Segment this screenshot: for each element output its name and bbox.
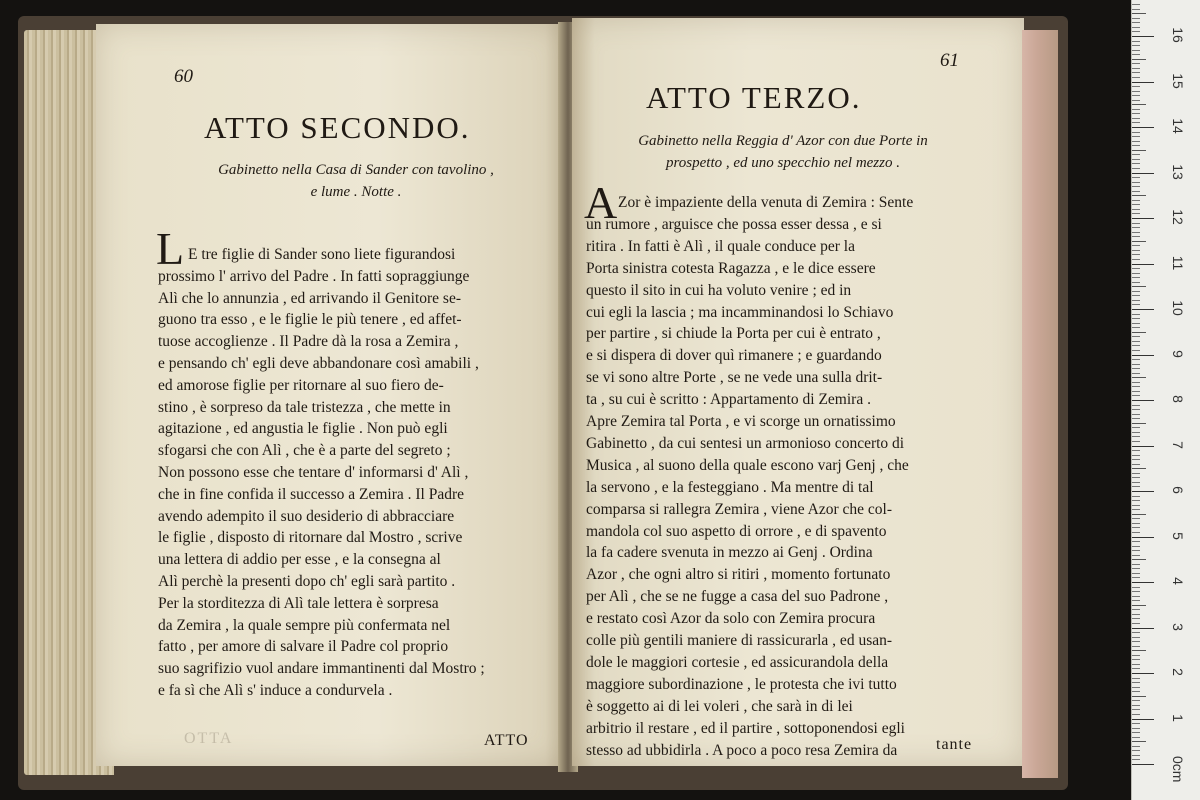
text-line: ed amorose figlie per ritornare al suo fiero de- xyxy=(158,376,444,394)
ruler-tick xyxy=(1132,714,1140,715)
ruler-tick xyxy=(1132,568,1140,569)
text-line: prossimo l' arrivo del Padre . In fatti sopraggiunge xyxy=(158,267,470,285)
text-line: questo il sito in cui ha voluto venire ; ed in xyxy=(586,281,852,299)
ruler-tick xyxy=(1132,145,1140,146)
text-line: agitazione , ed angustia le figlie . Non può egli xyxy=(158,420,448,438)
ruler-tick xyxy=(1132,63,1140,64)
ruler-tick xyxy=(1132,705,1140,706)
text-line: Alì perchè la presenti dopo ch' egli sarà partito . xyxy=(158,573,456,590)
ruler-tick xyxy=(1132,577,1140,578)
ruler-tick xyxy=(1132,141,1140,142)
ruler-tick xyxy=(1132,373,1140,374)
ruler-tick xyxy=(1132,323,1140,324)
ruler-tick xyxy=(1132,250,1140,251)
ruler-tick xyxy=(1132,13,1146,14)
ruler-tick xyxy=(1132,600,1140,601)
ruler-tick xyxy=(1132,759,1140,760)
ruler-tick xyxy=(1132,259,1140,260)
text-line: se vi sono altre Porte , se ne vede una sulla drit- xyxy=(586,369,883,387)
ruler-tick xyxy=(1132,628,1154,629)
ruler-tick xyxy=(1132,441,1140,442)
ruler-tick xyxy=(1132,700,1140,701)
ruler-tick xyxy=(1132,91,1140,92)
ruler-tick xyxy=(1132,314,1140,315)
ruler-tick xyxy=(1132,591,1140,592)
ruler-tick xyxy=(1132,537,1154,538)
text-line: un rumore , arguisce che possa esser dessa , e si xyxy=(586,215,882,233)
text-line: Musica , al suono della quale escono varj Genj , che xyxy=(586,456,909,474)
ruler-tick xyxy=(1132,477,1140,478)
ruler-tick xyxy=(1132,555,1140,556)
ruler-tick xyxy=(1132,732,1140,733)
ruler-tick xyxy=(1132,400,1154,401)
ruler-tick xyxy=(1132,500,1140,501)
ruler-tick xyxy=(1132,641,1140,642)
ruler-tick xyxy=(1132,646,1140,647)
text-line: ritira . In fatti è Alì , il quale conduce per la xyxy=(586,237,855,255)
text-line: da Zemira , la quale sempre più confermata nel xyxy=(158,616,451,634)
ruler-number: 13 xyxy=(1170,163,1186,180)
text-line: comparsa si rallegra Zemira , viene Azor che col- xyxy=(586,500,892,518)
ruler-tick xyxy=(1132,505,1140,506)
ruler-tick xyxy=(1132,355,1154,356)
ruler-tick xyxy=(1132,364,1140,365)
text-line: le figlie , disposto di ritornare dal Mostro , scrive xyxy=(158,529,463,547)
ruler-tick xyxy=(1132,473,1140,474)
text-line: e restato così Azor da solo con Zemira procura xyxy=(586,610,876,628)
ruler-tick xyxy=(1132,273,1140,274)
text-line: avendo adempito il suo desiderio di abbracciare xyxy=(158,507,455,525)
ruler-tick xyxy=(1132,509,1140,510)
left-catchword: ATTO xyxy=(484,732,529,749)
ruler-number: 5 xyxy=(1170,531,1186,540)
ruler-tick xyxy=(1132,186,1140,187)
ruler-tick xyxy=(1132,173,1154,174)
ruler-tick xyxy=(1132,386,1140,387)
ruler-tick xyxy=(1132,200,1140,201)
text-line: e pensando ch' egli deve abbandonare così amabili , xyxy=(158,355,479,372)
ruler-tick xyxy=(1132,659,1140,660)
ruler-tick xyxy=(1132,36,1154,37)
text-line: cui egli la lascia ; ma incamminandosi lo Schiavo xyxy=(586,303,894,321)
ruler-tick xyxy=(1132,632,1140,633)
ruler-tick xyxy=(1132,191,1140,192)
ruler-tick xyxy=(1132,427,1140,428)
ruler-tick xyxy=(1132,405,1140,406)
text-line: Porta sinistra cotesta Ragazza , e le dice essere xyxy=(586,259,876,277)
ruler-tick xyxy=(1132,414,1140,415)
ruler-tick xyxy=(1132,122,1140,123)
ruler-tick xyxy=(1132,587,1140,588)
ruler-tick xyxy=(1132,486,1140,487)
ruler-tick xyxy=(1132,491,1154,492)
ruler-tick xyxy=(1132,409,1140,410)
ruler-tick xyxy=(1132,95,1140,96)
text-line: colle più gentili maniere di rassicurarla , ed usan- xyxy=(586,632,893,649)
ruler-tick xyxy=(1132,682,1140,683)
ruler-tick xyxy=(1132,100,1140,101)
ruler-tick xyxy=(1132,737,1140,738)
ruler-tick xyxy=(1132,50,1140,51)
ruler-tick xyxy=(1132,723,1140,724)
ruler-tick xyxy=(1132,45,1140,46)
ruler-tick xyxy=(1132,282,1140,283)
right-scene-heading xyxy=(578,130,988,174)
ruler-tick xyxy=(1132,309,1154,310)
ruler-tick xyxy=(1132,546,1140,547)
ruler-tick xyxy=(1132,750,1140,751)
text-line: Zor è impaziente della venuta di Zemira : Sente xyxy=(618,194,914,211)
ruler-tick xyxy=(1132,304,1140,305)
ruler-tick xyxy=(1132,395,1140,396)
ruler-tick xyxy=(1132,582,1154,583)
ruler-tick xyxy=(1132,195,1146,196)
ruler-tick xyxy=(1132,236,1140,237)
text-line: Gabinetto , da cui sentesi un armonioso concerto di xyxy=(586,434,905,452)
ruler-tick xyxy=(1132,168,1140,169)
ruler-number: 4 xyxy=(1170,577,1186,585)
ruler-tick xyxy=(1132,741,1146,742)
ruler-number: 2 xyxy=(1170,668,1186,676)
text-line: fatto , per amore di salvare il Padre col proprio xyxy=(158,638,449,656)
ruler-tick xyxy=(1132,596,1140,597)
text-line: la servono , e la festeggiano . Ma mentre di tal xyxy=(586,478,874,496)
ruler-tick xyxy=(1132,82,1154,83)
ruler-tick xyxy=(1132,341,1140,342)
ruler-tick xyxy=(1132,223,1140,224)
ruler-tick xyxy=(1132,450,1140,451)
ruler-tick xyxy=(1132,163,1140,164)
ruler-tick xyxy=(1132,532,1140,533)
right-page xyxy=(572,18,1024,766)
text-line: mandola col suo aspetto di orrore , e di spavento xyxy=(586,522,887,540)
text-line: ta , su cui è scritto : Appartamento di Zemira . xyxy=(586,391,871,409)
ruler-tick xyxy=(1132,177,1140,178)
ruler-tick xyxy=(1132,527,1140,528)
ruler-number: 7 xyxy=(1170,440,1186,449)
ruler-tick xyxy=(1132,696,1146,697)
right-drop-cap: A xyxy=(584,177,618,228)
text-line: Azor , che ogni altro si ritiri , momento fortunato xyxy=(586,566,891,584)
text-line: tuose accoglienze . Il Padre dà la rosa a Zemira , xyxy=(158,333,459,351)
ruler-tick xyxy=(1132,746,1140,747)
ruler-tick xyxy=(1132,464,1140,465)
right-act-title: ATTO TERZO. xyxy=(646,80,862,115)
ruler-tick xyxy=(1132,182,1140,183)
ruler-tick xyxy=(1132,564,1140,565)
ruler-tick xyxy=(1132,418,1140,419)
ruler-tick xyxy=(1132,154,1140,155)
left-scene-heading xyxy=(156,159,556,203)
ruler-tick xyxy=(1132,18,1140,19)
text-line: dole le maggiori cortesie , ed assicurandola della xyxy=(586,653,889,671)
ruler-tick xyxy=(1132,673,1154,674)
ruler-tick xyxy=(1132,655,1140,656)
left-drop-cap: L xyxy=(156,223,185,274)
text-line: è soggetto ai di lei voleri , che sarà in di lei xyxy=(586,697,853,715)
ruler-tick xyxy=(1132,268,1140,269)
ruler-number: 1 xyxy=(1170,713,1186,722)
left-page-number: 60 xyxy=(174,66,193,87)
ruler-tick xyxy=(1132,764,1154,765)
right-scene-line: Gabinetto nella Reggia d' Azor con due Porte in xyxy=(638,133,928,149)
ruler-number: 10 xyxy=(1170,300,1186,316)
left-scene-line: Gabinetto nella Casa di Sander con tavolino , xyxy=(218,162,494,178)
ruler-tick xyxy=(1132,254,1140,255)
ruler-tick xyxy=(1132,109,1140,110)
ruler-tick xyxy=(1132,523,1140,524)
text-line: Non possono esse che tentare d' informarsi d' Alì , xyxy=(158,464,469,481)
ruler-tick xyxy=(1132,391,1140,392)
text-line: una lettera di addio per esse , e la consegna al xyxy=(158,551,441,569)
ruler-number: 9 xyxy=(1170,349,1186,358)
ruler-tick xyxy=(1132,709,1140,710)
ruler-tick xyxy=(1132,136,1140,137)
measuring-ruler xyxy=(1131,0,1200,800)
ruler-tick xyxy=(1132,327,1140,328)
ruler-tick xyxy=(1132,104,1146,105)
ruler-tick xyxy=(1132,755,1140,756)
ruler-tick xyxy=(1132,436,1140,437)
ruler-tick xyxy=(1132,687,1140,688)
left-scene-line: e lume . Notte . xyxy=(310,184,402,200)
ruler-tick xyxy=(1132,291,1140,292)
ruler-tick xyxy=(1132,204,1140,205)
ruler-tick xyxy=(1132,232,1140,233)
text-line: che in fine confida il successo a Zemira . Il Padre xyxy=(158,485,465,503)
text-line: la fa cadere svenuta in mezzo ai Genj . Ordina xyxy=(586,544,873,562)
ruler-tick xyxy=(1132,432,1140,433)
ruler-tick xyxy=(1132,318,1140,319)
ruler-number: 6 xyxy=(1170,486,1186,494)
ruler-number: 8 xyxy=(1170,395,1186,403)
ruler-tick xyxy=(1132,31,1140,32)
ruler-tick xyxy=(1132,54,1140,55)
ruler-tick xyxy=(1132,573,1140,574)
ruler-tick xyxy=(1132,4,1140,5)
ruler-tick xyxy=(1132,541,1140,542)
ruler-tick xyxy=(1132,514,1146,515)
ruler-tick xyxy=(1132,518,1140,519)
ruler-tick xyxy=(1132,650,1146,651)
left-page xyxy=(96,24,564,766)
page-fore-edge xyxy=(1022,30,1058,778)
ruler-tick xyxy=(1132,605,1146,606)
ruler-unit-label: 0cm xyxy=(1170,756,1186,783)
text-line: per Alì , che se ne fugge a casa del suo Padrone , xyxy=(586,588,889,606)
ruler-number: 12 xyxy=(1170,209,1186,225)
ruler-tick xyxy=(1132,59,1146,60)
ruler-tick xyxy=(1132,300,1140,301)
ruler-tick xyxy=(1132,609,1140,610)
ruler-tick xyxy=(1132,345,1140,346)
ruler-tick xyxy=(1132,728,1140,729)
ruler-number: 16 xyxy=(1170,27,1186,43)
ruler-tick xyxy=(1132,678,1140,679)
right-scene-line: prospetto , ed uno specchio nel mezzo . xyxy=(666,155,900,171)
ruler-tick xyxy=(1132,218,1154,219)
text-line: suo sagrifizio vuol andare immantinenti dal Mostro ; xyxy=(158,660,485,678)
ruler-tick xyxy=(1132,118,1140,119)
ruler-tick xyxy=(1132,482,1140,483)
ruler-tick xyxy=(1132,350,1140,351)
ruler-tick xyxy=(1132,382,1140,383)
ruler-tick xyxy=(1132,623,1140,624)
ruler-tick xyxy=(1132,559,1146,560)
right-page-number: 61 xyxy=(940,50,959,71)
text-line: Per la storditezza di Alì tale lettera è sorpresa xyxy=(158,594,439,612)
ruler-tick xyxy=(1132,77,1140,78)
ruler-number: 11 xyxy=(1170,255,1186,270)
ruler-tick xyxy=(1132,336,1140,337)
ruler-tick xyxy=(1132,295,1140,296)
ruler-tick xyxy=(1132,227,1140,228)
ruler-tick xyxy=(1132,86,1140,87)
text-line: Alì che lo annunzia , ed arrivando il Genitore se- xyxy=(158,289,461,307)
text-line: e fa sì che Alì s' induce a condurvela . xyxy=(158,682,393,699)
ruler-tick xyxy=(1132,132,1140,133)
ruler-number: 15 xyxy=(1170,72,1186,89)
text-line: maggiore subordinazione , le protesta che ivi tutto xyxy=(586,675,897,693)
ruler-tick xyxy=(1132,719,1154,720)
ruler-tick xyxy=(1132,664,1140,665)
text-line: arbitrio il restare , ed il partire , sottoponendosi egli xyxy=(586,719,905,737)
ruler-tick xyxy=(1132,691,1140,692)
ruler-tick xyxy=(1132,614,1140,615)
ruler-tick xyxy=(1132,277,1140,278)
text-line: sfogarsi che con Alì , che è a parte del segreto ; xyxy=(158,442,451,460)
ruler-tick xyxy=(1132,496,1140,497)
left-act-title: ATTO SECONDO. xyxy=(204,110,471,145)
right-catchword: tante xyxy=(936,736,973,753)
ruler-tick xyxy=(1132,264,1154,265)
ruler-tick xyxy=(1132,41,1140,42)
ruler-tick xyxy=(1132,22,1140,23)
ruler-tick xyxy=(1132,9,1140,10)
text-line: stesso ad ubbidirla . A poco a poco resa Zemira da xyxy=(586,741,898,759)
ruler-tick xyxy=(1132,286,1146,287)
ruler-tick xyxy=(1132,245,1140,246)
ruler-number: 14 xyxy=(1170,118,1186,134)
bleed-through-text: OTTA xyxy=(184,730,234,747)
ruler-tick xyxy=(1132,377,1146,378)
text-line: Apre Zemira tal Porta , e vi scorge un ornatissimo xyxy=(586,413,896,430)
ruler-tick xyxy=(1132,359,1140,360)
ruler-number: 3 xyxy=(1170,622,1186,631)
ruler-tick xyxy=(1132,150,1146,151)
ruler-tick xyxy=(1132,159,1140,160)
ruler-tick xyxy=(1132,550,1140,551)
text-line: per partire , si chiude la Porta per cui è entrato , xyxy=(586,325,881,343)
ruler-tick xyxy=(1132,637,1140,638)
text-line: stino , è sorpreso da tale tristezza , che mette in xyxy=(158,398,451,416)
text-line: guono tra esso , e le figlie le più tenere , ed affet- xyxy=(158,311,462,329)
ruler-tick xyxy=(1132,72,1140,73)
ruler-tick xyxy=(1132,209,1140,210)
text-line: E tre figlie di Sander sono liete figurandosi xyxy=(188,246,456,263)
text-line: e si dispera di dover quì rimanere ; e guardando xyxy=(586,347,882,365)
ruler-tick xyxy=(1132,113,1140,114)
ruler-tick xyxy=(1132,213,1140,214)
ruler-tick xyxy=(1132,455,1140,456)
ruler-tick xyxy=(1132,423,1146,424)
ruler-tick xyxy=(1132,368,1140,369)
ruler-tick xyxy=(1132,618,1140,619)
ruler-tick xyxy=(1132,668,1140,669)
ruler-tick xyxy=(1132,459,1140,460)
ruler-tick xyxy=(1132,241,1146,242)
ruler-tick xyxy=(1132,27,1140,28)
ruler-tick xyxy=(1132,446,1154,447)
ruler-tick xyxy=(1132,332,1146,333)
ruler-tick xyxy=(1132,468,1146,469)
ruler-tick xyxy=(1132,127,1154,128)
ruler-tick xyxy=(1132,68,1140,69)
